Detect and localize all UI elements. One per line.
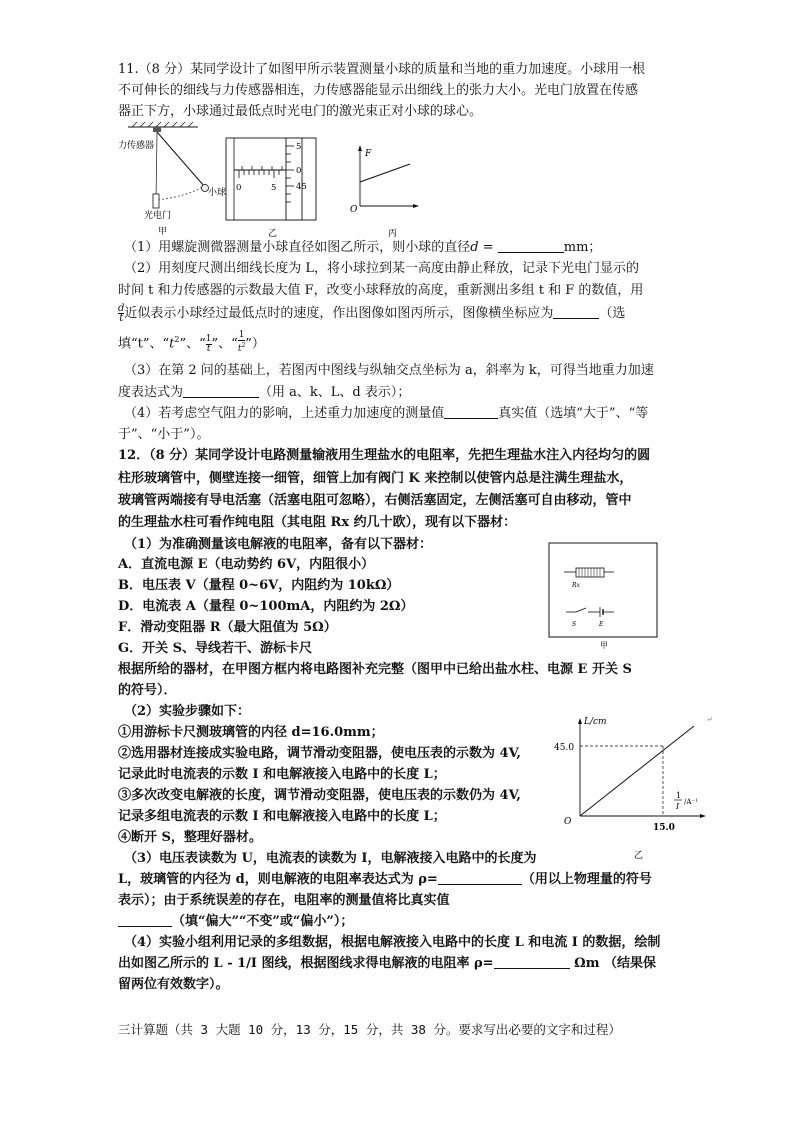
q12-item-g: G．开关 S、导线若干、游标卡尺 [118,641,313,656]
label-force-sensor: 力传感器 [118,141,155,151]
opt-text-c: ”、“ [211,336,238,352]
q12-intro-line-1: 12．（8 分）某同学设计电路测量输液用生理盐水的电阻率，先把生理盐水注入内径均匀的圆 [118,448,651,463]
label-emf: E [599,621,604,628]
frac2-num: 1 [238,330,245,341]
answer-blank-g-expression[interactable] [183,384,259,398]
q11-part3-line-1: （3）在第 2 问的基础上，若图丙中图线与纵轴交点坐标为 a，斜率为 k，可得当地重力加速 [124,363,654,378]
q12-part3-text-b: （用以上物理量的符号 [521,872,652,887]
frac1-num: 1 [205,334,212,345]
label-switch: S [572,621,577,628]
thimble-label-45: 45 [296,182,307,192]
q11-part2-text-3-end: （选 [599,306,626,321]
graph-origin: O [564,817,572,827]
answer-blank-resistivity-value[interactable] [494,955,570,969]
q12-step-3b: 记录多组电流表的示数 I 和电解液接入电路中的长度 L； [118,809,446,824]
q12-part4-line-2 [118,954,656,973]
q12-part4-line-3: 留两位有效数字）。 [118,977,229,992]
thimble-label-5: 5 [296,142,302,152]
q12-part4-text-b: Ωm （结果保 [569,956,656,971]
q11-figure-jia [118,124,228,236]
q12-intro-line-2: 柱形玻璃管中，侧壁连接一细管，细管上加有阀门 K 来控制以使管内总是注满生理盐水， [118,471,633,486]
sleeve-label-5: 5 [271,183,277,193]
section-three-heading: 三计算题（共 3 大题 10 分，13 分，15 分，共 38 分。要求写出必要的文字和过程） [118,1022,621,1037]
frac-den: t [119,313,124,324]
answer-blank-error[interactable] [118,913,172,927]
frac-num: d [118,303,125,314]
q12-part4-line-1: （4）实验小组利用记录的多组数据，根据电解液接入电路中的长度 L 和电流 I 的数据，绘制 [124,935,661,950]
q12-step-2a: ②选用器材连接成实验电路，调节滑动变阻器，使电压表的示数为 4V, [118,746,521,761]
label-ball: 小球 [208,188,227,198]
q12-figure-jia-circuit-box [548,542,660,650]
q12-part3-line-1: （3）电压表读数为 U，电流表的读数为 I，电解液接入电路中的长度为 [124,851,537,866]
caption-jia-circuit: 甲 [600,641,608,650]
q11-part3-line-2 [118,383,410,402]
graph-ylabel: L/cm [584,717,607,727]
answer-blank-compare[interactable] [444,405,498,419]
q11-intro-line-2: 不可伸长的细线与力传感器相连，力传感器能显示出细线上的张力大小。光电门放置在传感 [118,83,639,98]
opt-t: t [169,336,175,352]
opt-sq: 2 [174,335,180,344]
caption-yi: 乙 [268,229,278,239]
q11-part1 [124,238,601,257]
q12-intro-line-4: 的生理盐水柱可看作纯电阻（其电阻 Rx 约几十欧），现有以下器材： [118,515,517,530]
sleeve-ticks [239,166,282,178]
graph-xlabel-unit: /A⁻¹ [684,798,698,806]
q11-part2-line-3 [118,304,625,323]
q12-part4-text-a: 出如图乙所示的 L - 1/I 图线，根据图线求得电解液的电阻率 ρ= [118,956,494,971]
q12-part3-text-4: （填“偏大”“不变”或“偏小”）； [172,914,354,929]
q12-section-1: （1）为准确测量该电解液的电阻率，备有以下器材： [124,537,433,552]
q12-item-a: A．直流电源 E（电动势约 6V，内阻很小） [118,557,375,572]
q12-circuit-line-2: 的符号）． [118,683,177,698]
q12-item-b: B．电压表 V（量程 0~6V，内阻约为 10kΩ） [118,578,400,593]
q12-part3-line-2 [118,870,652,889]
q11-part2-line-1: （2）用刻度尺测出细线长度为 L，将小球拉到某一高度由静止释放，记录下光电门显示的 [124,261,640,276]
return-mark-icon: ↵ [706,715,713,724]
q12-part3-line-3: 表示）；由于系统误差的存在，电阻率的测量值将比真实值 [118,893,450,908]
opt-text-b: ”、“ [179,336,206,352]
micrometer-frame [226,138,316,220]
force-sensor-block [153,127,161,132]
thimble-label-0: 0 [296,166,302,176]
caption-jia: 甲 [158,227,168,237]
graph-yval: 45.0 [554,743,575,753]
q11-figure-bing-graph [348,142,420,238]
ceiling-hatch [132,122,193,127]
graph-xlabel-num: 1 [676,791,682,800]
q11-part2-line-4 [118,330,265,354]
answer-blank-resistivity-expr[interactable] [438,871,522,885]
graph-caption: 乙 [634,851,644,861]
label-rx: Rx [572,582,580,589]
q11-part1-text: （1）用螺旋测微器测量小球直径如图乙所示，则小球的直径 [124,240,471,255]
frac2-den-sq: 2 [241,342,246,350]
q12-step-2b: 记录此时电流表的示数 I 和电解液接入电路中的长度 L； [118,767,446,782]
q11-part1-unit: mm； [563,240,602,255]
q12-circuit-line-1: 根据所给的器材，在甲图方框内将电路图补充完整（图甲中已给出盐水柱、电源 E 开关 S [118,662,632,677]
q12-step-4: ④断开 S，整理好器材。 [118,830,262,845]
q12-item-f: F．滑动变阻器 R（最大阻值为 5Ω） [118,620,337,635]
label-photogate: 光电门 [144,211,172,221]
q12-step-1: ①用游标卡尺测玻璃管的内径 d=16.0mm； [118,725,384,740]
q12-item-d: D．电流表 A（量程 0~100mA，内阻约为 2Ω） [118,599,414,614]
q11-part3-text-a: 度表达式为 [118,385,184,400]
q11-intro-line-1: 11.（8 分）某同学设计了如图甲所示装置测量小球的质量和当地的重力加速度。小球用一根 [118,62,646,77]
q11-part4-text-b: 真实值（选填“大于”、“等 [498,406,649,421]
frac1-den: t [206,344,211,355]
q11-part4-line-2: 于”、“小于”）。 [118,427,210,442]
graph-xlabel-den: I [676,802,680,811]
graph-xval: 15.0 [653,823,675,833]
opt-text-a: 填“t”、“ [118,336,170,352]
q12-section-2: （2）实验步骤如下： [124,704,251,719]
caption-bing: 丙 [388,229,398,239]
photogate-icon [153,194,159,208]
q11-intro-line-3: 器正下方，小球通过最低点时光电门的激光束正对小球的球心。 [118,104,483,119]
vertical-reference-line [156,132,157,202]
q11-figure-yi-micrometer [224,130,324,238]
pendulum-string [157,132,204,186]
q12-step-3a: ③多次改变电解液的长度，调节滑动变阻器，使电压表的示数仍为 4V, [118,788,521,803]
origin-label: O [350,205,358,215]
axis-label-f: F [365,149,372,159]
q11-part3-text-b: （用 a、k、L、d 表示）； [259,385,411,400]
opt-text-d: ”） [245,336,265,352]
graph-line [360,164,410,182]
q12-figure-yi-graph [554,712,720,862]
q11-part4-text-a: （4）若考虑空气阻力的影响，上述重力加速度的测量值 [124,406,445,421]
q11-part4-line-1 [124,404,648,423]
q12-intro-line-3: 玻璃管两端接有导电活塞（活塞电阻可忽略），右侧活塞固定，左侧活塞可自由移动，管中 [118,493,632,508]
q11-part2-text-3: 近似表示小球经过最低点时的速度，作出图像如图丙所示，图像横坐标应为 [124,306,554,321]
answer-blank-diameter[interactable] [498,239,564,253]
q11-part1-var: d [470,240,479,255]
q11-part2-line-2: 时间 t 和力传感器的示数最大值 F，改变小球释放的高度，重新测出多组 t 和 F 的数值，用 [118,283,644,298]
q12-part3-line-4 [118,912,353,931]
q12-part3-text-a: L，玻璃管的内径为 d，则电解液的电阻率表达式为 ρ= [118,872,438,887]
sleeve-label-0: 0 [236,183,242,193]
frac2-den-t: t [237,344,242,355]
answer-blank-axis[interactable] [553,305,599,319]
swing-arc [158,186,204,200]
q11-part1-eq: = [478,240,498,255]
